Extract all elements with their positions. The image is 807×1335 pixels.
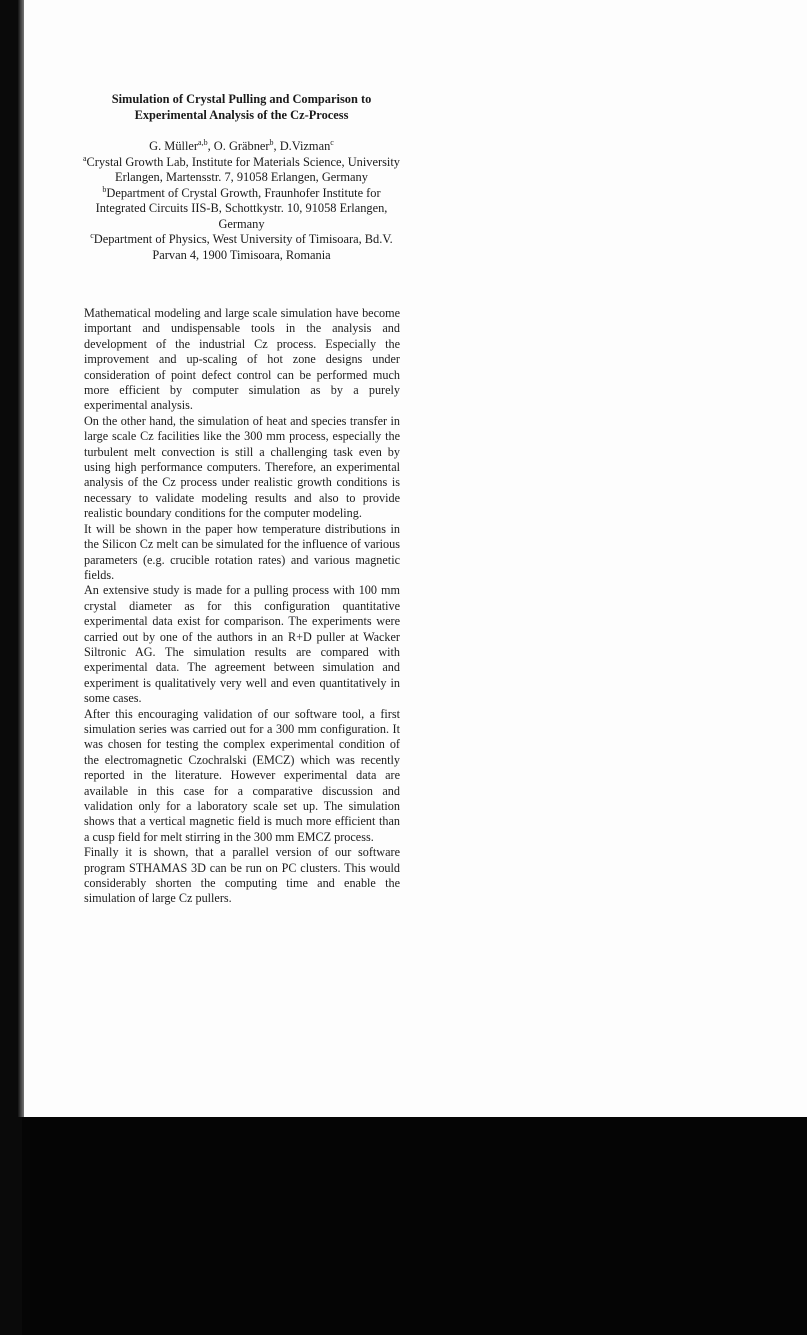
affiliation-text: Department of Physics, West University of Timisoara, Bd.V. Parvan 4, 1900 Timisoara, Romania [93, 232, 393, 262]
author-affiliation-mark: b [269, 137, 274, 147]
title-line-1: Simulation of Crystal Pulling and Comparison to [111, 92, 372, 106]
author-affiliation-mark: a,b [198, 137, 208, 147]
affiliation-mark: a [82, 153, 87, 163]
body-paragraph: Mathematical modeling and large scale simulation have become important and undispensable tools in the analysis and development of the industrial Cz process. Especially the improvement and up-scaling of hot zone designs under consideration of point defect control can be performed much more efficient by computer simulation as by a purely experimental analysis. [84, 306, 400, 413]
author-name: O. Gräbner [213, 139, 270, 153]
author-name: G. Müller [149, 139, 199, 153]
affiliation [80, 186, 403, 233]
abstract-body [84, 306, 400, 907]
paper-title [80, 91, 403, 123]
body-paragraph: An extensive study is made for a pulling process with 100 mm crystal diameter as for this configuration quantitative experimental data exist for comparison. The experiments were carried out by one of the authors in an R+D puller at Wacker Siltronic AG. The simulation results are compared with experimental data. The agreement between simulation and experiment is qualitatively very well and even quantitatively in some cases. [84, 583, 400, 706]
title-line-2: Experimental Analysis of the Cz-Process [134, 108, 349, 122]
affiliation-text: Department of Crystal Growth, Fraunhofer Institute for Integrated Circuits IIS-B, Schottkystr. 10, 91058 Erlangen, Germany [95, 185, 388, 231]
affiliation-text: Crystal Growth Lab, Institute for Materials Science, University Erlangen, Martensstr. 7, 91058 Erlangen, Germany [86, 154, 401, 184]
paper-edge-shadow [18, 0, 24, 1117]
body-paragraph: It will be shown in the paper how temperature distributions in the Silicon Cz melt can be simulated for the influence of various parameters (e.g. crucible rotation rates) and various magnetic fields. [84, 521, 400, 582]
affiliation-mark: c [90, 230, 94, 240]
affiliation-mark: b [102, 184, 107, 194]
affiliation [80, 232, 403, 263]
author-name: D.Vizman [279, 139, 331, 153]
body-paragraph: On the other hand, the simulation of heat and species transfer in large scale Cz facilities like the 300 mm process, especially the turbulent melt convection is still a challenging task even by using high performance computers. Therefore, an experimental analysis of the Cz process under realistic growth conditions is necessary to validate modeling results and also to provide realistic boundary conditions for the computer modeling. [84, 413, 400, 521]
author-affiliation-mark: c [330, 137, 334, 147]
paper-header [80, 91, 403, 263]
author-list: G. Müller$^{a,b}$, O. Gräbner$^b$, D.Vizman$^c$ [149, 137, 334, 153]
body-paragraph: After this encouraging validation of our software tool, a first simulation series was carried out for a 300 mm configuration. It was chosen for testing the complex experimental condition of the electromagnetic Czochralski (EMCZ) which was recently reported in the literature. However experimental data are available in this case for a comparative discussion and validation only for a laboratory scale set up. The simulation shows that a vertical magnetic field is much more efficient than a cusp field for melt stirring in the 300 mm EMCZ process. [84, 706, 400, 844]
affiliation [80, 155, 403, 186]
body-paragraph: Finally it is shown, that a parallel version of our software program STHAMAS 3D can be run on PC clusters. This would considerably shorten the computing time and enable the simulation of large Cz pullers. [84, 845, 400, 906]
